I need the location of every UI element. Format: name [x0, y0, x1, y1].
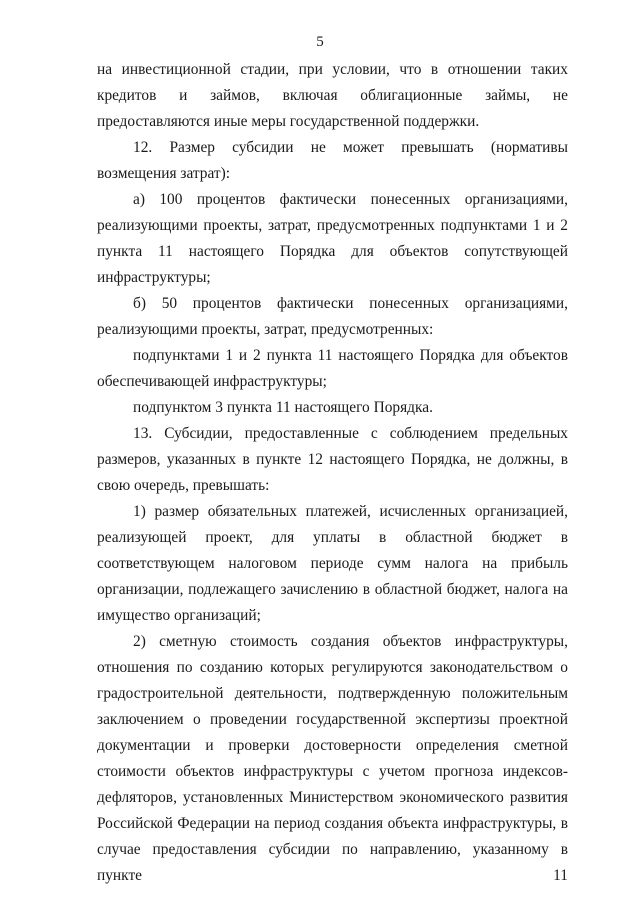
page-number: 5 — [316, 34, 324, 50]
paragraph-subitem-2: 2) сметную стоимость создания объектов инфраструктуры, отношения по созданию которых регулируются законодательством о градостроительной деятельности, подтвержденную положительным заключением о проведении государственной экспертизы проектной документации и проверки достоверности определения сметной стоимости объектов инфраструктуры с учетом прогноза индексов-дефляторов, установленных Министерством экономического развития Российской Федерации на период создания объекта инфраструктуры, в случае предоставления субсидии по направлению, указанному в пункте 11 — [97, 633, 568, 884]
paragraph-subitem-b-part-1: подпунктами 1 и 2 пункта 11 настоящего Порядка для объектов обеспечивающей инфраструктуры; — [97, 347, 568, 390]
paragraph-subitem-a: а) 100 процентов фактически понесенных организациями, реализующими проекты, затрат, предусмотренных подпунктами 1 и 2 пункта 11 настоящего Порядка для объектов сопутствующей инфраструктуры; — [97, 191, 568, 286]
paragraph-item-13: 13. Субсидии, предоставленные с соблюдением предельных размеров, указанных в пункте 12 настоящего Порядка, не должны, в свою очередь, превышать: — [97, 425, 568, 494]
paragraph-item-12: 12. Размер субсидии не может превышать (нормативы возмещения затрат): — [97, 139, 568, 182]
paragraph-continuation: на инвестиционной стадии, при условии, что в отношении таких кредитов и займов, включая облигационные займы, не предоставляются иные меры государственной поддержки. — [97, 61, 568, 130]
paragraph-subitem-b: б) 50 процентов фактически понесенных организациями, реализующими проекты, затрат, предусмотренных: — [97, 295, 568, 338]
document-body — [97, 57, 568, 889]
paragraph-subitem-1: 1) размер обязательных платежей, исчисленных организацией, реализующей проект, для уплаты в областной бюджет в соответствующем налоговом периоде сумм налога на прибыль организации, подлежащего зачислению в областной бюджет, налога на имущество организаций; — [97, 503, 568, 624]
paragraph-subitem-b-part-2: подпунктом 3 пункта 11 настоящего Порядка. — [133, 399, 433, 416]
